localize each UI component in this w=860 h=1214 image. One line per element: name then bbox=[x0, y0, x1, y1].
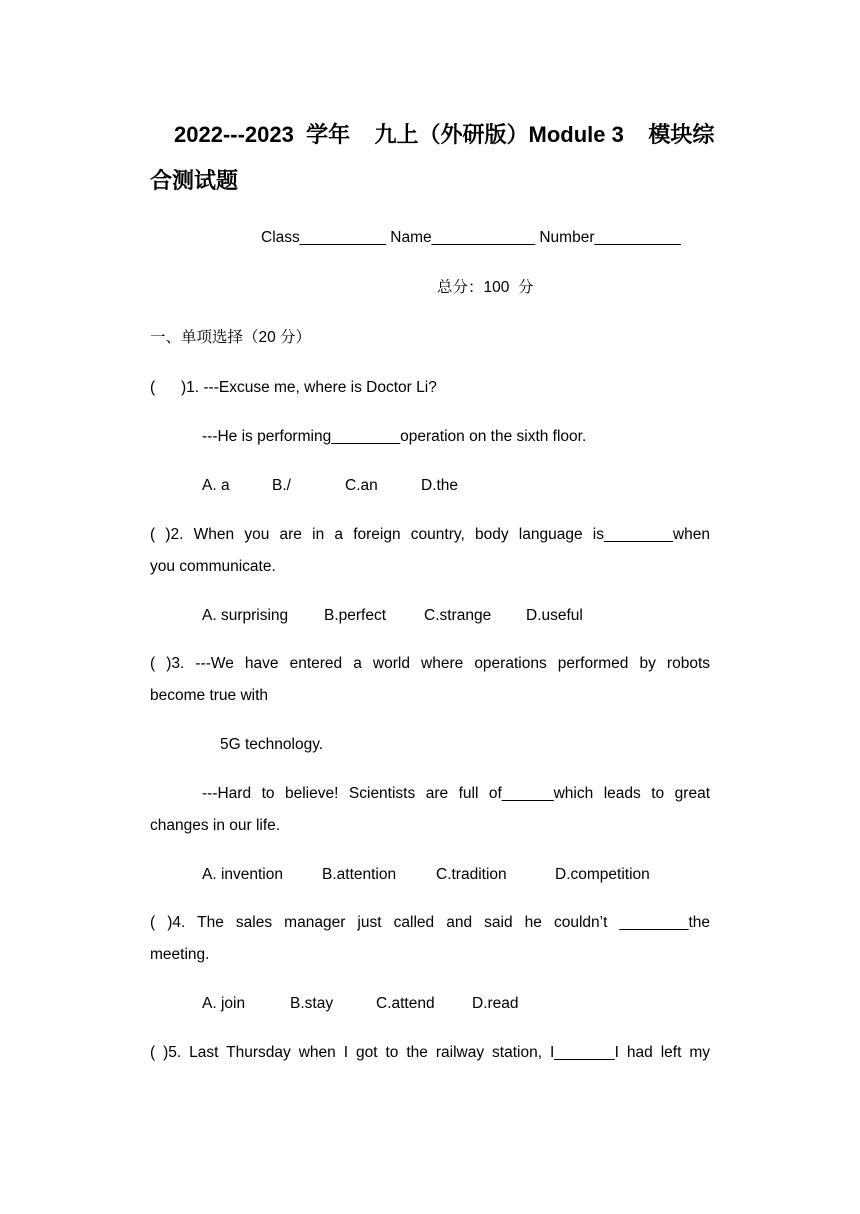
question-1-options bbox=[202, 476, 458, 496]
question-4-stem: ( )4. The sales manager just called and said he couldn’t ________the bbox=[150, 914, 710, 931]
question-1-stem: ( )1. ---Excuse me, where is Doctor Li? bbox=[150, 379, 437, 396]
option-b: B.stay bbox=[290, 995, 334, 1012]
question-2-line2: you communicate. bbox=[150, 558, 276, 575]
question-3-line5: changes in our life. bbox=[150, 817, 281, 834]
question-3-options bbox=[202, 865, 650, 885]
option-d: D.competition bbox=[555, 866, 650, 883]
option-b: B.attention bbox=[322, 866, 397, 883]
question-2-stem: ( )2. When you are in a foreign country, body language is________when bbox=[150, 526, 710, 543]
option-a: A. invention bbox=[202, 866, 283, 883]
question-3-stem: ( )3. ---We have entered a world where operations performed by robots bbox=[150, 655, 710, 672]
student-info-line: Class__________ Name____________ Number__________ bbox=[261, 229, 681, 246]
option-d: D.read bbox=[472, 995, 519, 1012]
question-3-line3: 5G technology. bbox=[220, 736, 324, 753]
question-5-stem: ( )5. Last Thursday when I got to the railway station, I_______I had left my bbox=[150, 1044, 710, 1061]
question-4-options bbox=[202, 994, 519, 1014]
option-d: D.the bbox=[421, 477, 459, 494]
option-a: A. join bbox=[202, 995, 246, 1012]
option-a: A. a bbox=[202, 477, 230, 494]
option-a: A. surprising bbox=[202, 607, 289, 624]
question-3-line4: ---Hard to believe! Scientists are full of______which leads to great bbox=[202, 785, 710, 802]
option-d: D.useful bbox=[526, 607, 583, 624]
page-title-line1: 2022---2023 学年 九上（外研版）Module 3 模块综 bbox=[174, 122, 715, 147]
option-b: B.perfect bbox=[324, 607, 387, 624]
question-3-line2: become true with bbox=[150, 687, 269, 704]
question-4-line2: meeting. bbox=[150, 946, 210, 963]
section-heading: 一、单项选择（20 分） bbox=[150, 329, 312, 346]
question-2-options bbox=[202, 606, 583, 626]
option-c: C.strange bbox=[424, 607, 492, 624]
option-c: C.an bbox=[345, 477, 378, 494]
total-score: 总分：100 分 bbox=[437, 279, 534, 296]
page-title-line2: 合测试题 bbox=[150, 168, 239, 193]
option-c: C.tradition bbox=[436, 866, 507, 883]
question-1-line2: ---He is performing________operation on the sixth floor. bbox=[202, 428, 587, 445]
option-c: C.attend bbox=[376, 995, 435, 1012]
option-b: B./ bbox=[272, 477, 291, 494]
